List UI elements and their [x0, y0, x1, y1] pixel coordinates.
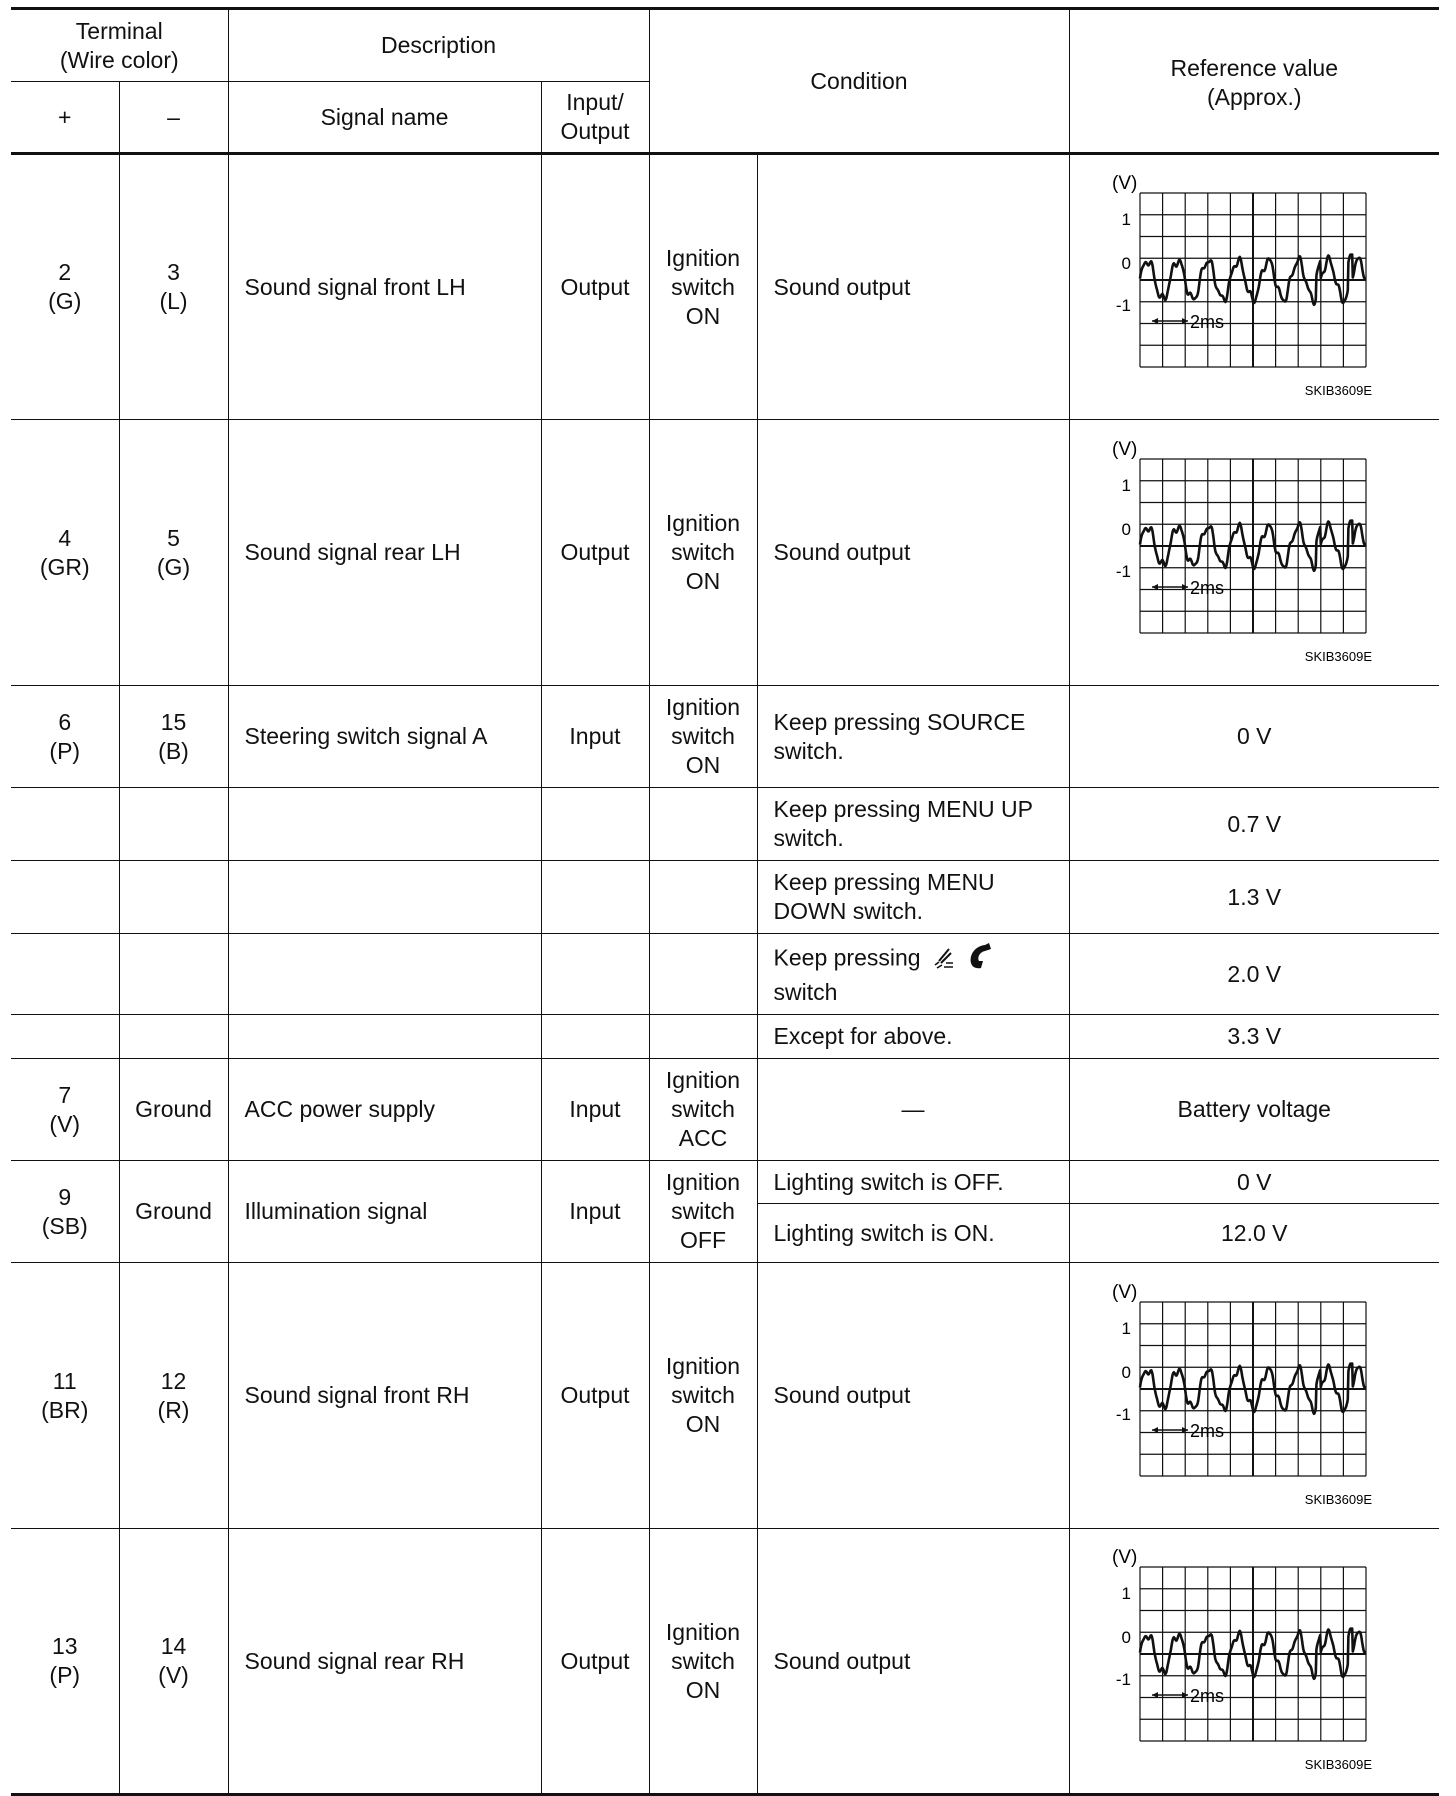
- reference-value: 3.3 V: [1069, 1015, 1439, 1059]
- condition: —: [757, 1059, 1069, 1161]
- reference-waveform-cell: [1069, 154, 1439, 420]
- input-output-header: Input/ Output: [541, 82, 649, 154]
- plus-terminal: 6 (P): [11, 686, 119, 788]
- terminal-reference-table-sheet: [11, 7, 1439, 1796]
- table-row: [11, 934, 1439, 1015]
- signal-name: ACC power supply: [228, 1059, 541, 1161]
- empty-cell: [541, 1015, 649, 1059]
- plus-terminal: 2 (G): [11, 154, 119, 420]
- plus-terminal: 11 (BR): [11, 1263, 119, 1529]
- oscilloscope-grid: [1140, 1302, 1366, 1476]
- y-tick-label: 0: [1121, 1362, 1132, 1382]
- header-row-1: [11, 9, 1439, 82]
- reference-waveform-cell: [1069, 1263, 1439, 1529]
- y-tick-label: 1: [1121, 1318, 1132, 1338]
- table-row: [11, 1529, 1439, 1795]
- table-row: [11, 1015, 1439, 1059]
- minus-terminal: 15 (B): [119, 686, 228, 788]
- y-tick-label: 1: [1121, 210, 1132, 229]
- condition: Keep pressing MENU UP switch.: [757, 788, 1069, 861]
- condition-state: Ignition switch ON: [649, 420, 757, 686]
- table-row: [11, 788, 1439, 861]
- plus-header: +: [11, 82, 119, 154]
- condition-state: Ignition switch ON: [649, 1529, 757, 1795]
- signal-name-header: Signal name: [228, 82, 541, 154]
- time-division-label: 2ms: [1190, 577, 1225, 598]
- terminal-header: Terminal (Wire color): [11, 9, 228, 82]
- y-tick-label: 0: [1121, 254, 1132, 273]
- oscilloscope-grid: [1140, 1567, 1366, 1741]
- signal-name: Sound signal front LH: [228, 154, 541, 420]
- voice-recognition-icon: [935, 949, 953, 968]
- empty-cell: [119, 934, 228, 1015]
- y-tick-label: -1: [1116, 1670, 1132, 1689]
- condition: Except for above.: [757, 1015, 1069, 1059]
- y-tick-label: -1: [1116, 296, 1132, 315]
- condition: [757, 934, 1069, 1015]
- plus-terminal: 4 (GR): [11, 420, 119, 686]
- condition-header: Condition: [649, 9, 1069, 154]
- plus-terminal: 13 (P): [11, 1529, 119, 1795]
- input-output: Output: [541, 1529, 649, 1795]
- volt-unit-label: (V): [1112, 1281, 1138, 1303]
- condition-state: Ignition switch ON: [649, 1263, 757, 1529]
- empty-cell: [541, 861, 649, 934]
- condition: Lighting switch is ON.: [757, 1204, 1069, 1263]
- volt-unit-label: (V): [1112, 173, 1138, 194]
- minus-terminal: 12 (R): [119, 1263, 228, 1529]
- input-output: Input: [541, 1161, 649, 1263]
- plus-terminal: 9 (SB): [11, 1161, 119, 1263]
- y-tick-label: 0: [1121, 519, 1132, 539]
- empty-cell: [228, 861, 541, 934]
- empty-cell: [541, 934, 649, 1015]
- input-output: Output: [541, 1263, 649, 1529]
- condition: Sound output: [757, 154, 1069, 420]
- table-row: [11, 1263, 1439, 1529]
- condition: Lighting switch is OFF.: [757, 1161, 1069, 1204]
- table-row: [11, 686, 1439, 788]
- time-division-label: 2ms: [1190, 312, 1225, 332]
- reference-waveform-cell: [1069, 1529, 1439, 1795]
- sound-signal-waveform: [1104, 1543, 1404, 1779]
- y-tick-label: 1: [1121, 1584, 1132, 1603]
- empty-cell: [649, 788, 757, 861]
- empty-cell: [228, 934, 541, 1015]
- condition: Sound output: [757, 1263, 1069, 1529]
- time-division-label: 2ms: [1190, 1420, 1225, 1441]
- plus-terminal: 7 (V): [11, 1059, 119, 1161]
- signal-name: Sound signal rear RH: [228, 1529, 541, 1795]
- volt-unit-label: (V): [1112, 1547, 1138, 1568]
- oscilloscope-grid: [1140, 459, 1366, 633]
- table-row: [11, 861, 1439, 934]
- figure-code: SKIB3609E: [1305, 1757, 1373, 1772]
- minus-header: –: [119, 82, 228, 154]
- signal-name: Sound signal rear LH: [228, 420, 541, 686]
- figure-code: SKIB3609E: [1305, 648, 1373, 664]
- reference-value-header: Reference value (Approx.): [1069, 9, 1439, 154]
- reference-value: 0 V: [1069, 1161, 1439, 1204]
- condition: Sound output: [757, 1529, 1069, 1795]
- reference-value: Battery voltage: [1069, 1059, 1439, 1161]
- empty-cell: [649, 934, 757, 1015]
- empty-cell: [228, 1015, 541, 1059]
- empty-cell: [11, 934, 119, 1015]
- reference-value: 0.7 V: [1069, 788, 1439, 861]
- minus-terminal: Ground: [119, 1161, 228, 1263]
- minus-terminal: 3 (L): [119, 154, 228, 420]
- empty-cell: [119, 788, 228, 861]
- empty-cell: [649, 861, 757, 934]
- reference-value: 1.3 V: [1069, 861, 1439, 934]
- volt-unit-label: (V): [1112, 438, 1138, 460]
- condition-state: Ignition switch ON: [649, 686, 757, 788]
- description-header: Description: [228, 9, 649, 82]
- empty-cell: [119, 1015, 228, 1059]
- condition: Keep pressing SOURCE switch.: [757, 686, 1069, 788]
- input-output: Input: [541, 686, 649, 788]
- signal-name: Sound signal front RH: [228, 1263, 541, 1529]
- minus-terminal: Ground: [119, 1059, 228, 1161]
- y-tick-label: -1: [1116, 561, 1132, 581]
- condition: Sound output: [757, 420, 1069, 686]
- condition-state: Ignition switch ON: [649, 154, 757, 420]
- y-tick-label: -1: [1116, 1404, 1132, 1424]
- sound-signal-waveform: [1104, 435, 1404, 671]
- oscilloscope-grid: [1140, 193, 1366, 367]
- figure-code: SKIB3609E: [1305, 383, 1373, 398]
- sound-signal-waveform: [1104, 1278, 1404, 1514]
- voice-and-phone-icon: [931, 941, 995, 978]
- condition-text: Keep pressing: [773, 944, 921, 971]
- empty-cell: [11, 788, 119, 861]
- reference-value: 2.0 V: [1069, 934, 1439, 1015]
- empty-cell: [228, 788, 541, 861]
- condition-state: Ignition switch ACC: [649, 1059, 757, 1161]
- input-output: Output: [541, 420, 649, 686]
- reference-value: 12.0 V: [1069, 1204, 1439, 1263]
- terminal-reference-table: [11, 7, 1439, 1796]
- condition-text: switch: [773, 979, 838, 1005]
- empty-cell: [11, 861, 119, 934]
- reference-value: 0 V: [1069, 686, 1439, 788]
- empty-cell: [649, 1015, 757, 1059]
- y-tick-label: 0: [1121, 1628, 1132, 1647]
- minus-terminal: 5 (G): [119, 420, 228, 686]
- sound-signal-waveform: [1104, 169, 1404, 405]
- time-division-label: 2ms: [1190, 1686, 1225, 1706]
- condition: Keep pressing MENU DOWN switch.: [757, 861, 1069, 934]
- minus-terminal: 14 (V): [119, 1529, 228, 1795]
- y-tick-label: 1: [1121, 475, 1132, 495]
- condition-state: Ignition switch OFF: [649, 1161, 757, 1263]
- input-output: Input: [541, 1059, 649, 1161]
- signal-name: Steering switch signal A: [228, 686, 541, 788]
- empty-cell: [541, 788, 649, 861]
- table-row: [11, 1161, 1439, 1204]
- input-output: Output: [541, 154, 649, 420]
- figure-code: SKIB3609E: [1305, 1491, 1373, 1507]
- table-row: [11, 154, 1439, 420]
- table-row: [11, 420, 1439, 686]
- empty-cell: [119, 861, 228, 934]
- phone-handset-icon: [971, 943, 991, 968]
- empty-cell: [11, 1015, 119, 1059]
- reference-waveform-cell: [1069, 420, 1439, 686]
- table-row: [11, 1059, 1439, 1161]
- signal-name: Illumination signal: [228, 1161, 541, 1263]
